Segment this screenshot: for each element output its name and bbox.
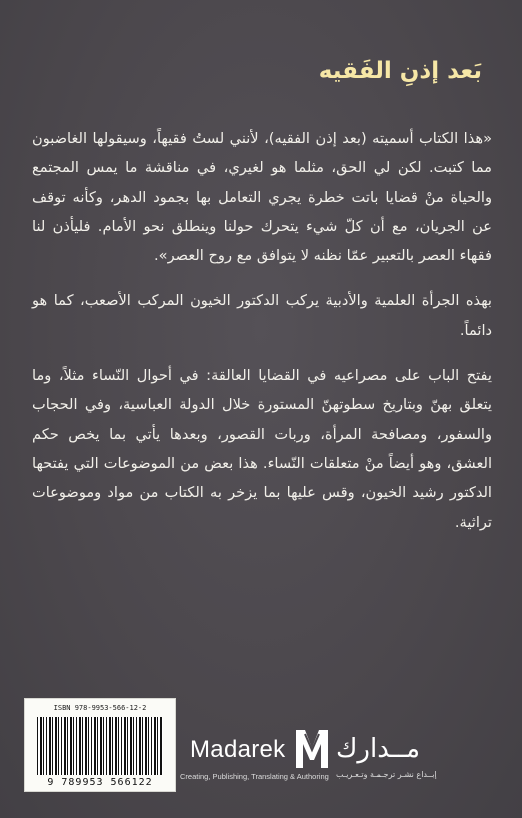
ean-digits: 9 789953 566122 [47,777,153,788]
publisher-logo [180,726,500,784]
publisher-name-latin: Madarek [190,736,286,763]
blurb-paragraph-1: «هذا الكتاب أسميته (بعد إذن الفقيه)، لأنني لستُ فقيهاً، وسيقولها الغاضبون مما كتبت. لكن لي الحق، مثلما هو لغيري، في مناقشة ما يمس المجتمع والحياة منْ قضايا باتت خطرة يجري التعامل بها بجمود الدهر، وكأنه توقف عن الجريان، مع أن كلّ شيء يتحرك حولنا وينطلق نحو الأمام. فليأذن لنا فقهاء العصر بالتعبير عمّا نظنه لا يتوافق مع روح العصر». [32,130,492,265]
blurb-paragraph-2: بهذه الجرأة العلمية والأدبية يركب الدكتور الخيون المركب الأصعب، كما هو دائماً. [32,292,492,339]
book-title: بَعد إذنِ الفَقيه [318,58,482,84]
barcode [24,698,176,792]
blurb [32,124,492,537]
barcode-bars [37,717,163,775]
publisher-tagline-en: Creating, Publishing, Translating & Authoring [180,772,329,781]
isbn-label: ISBN 978-9953-566-12-2 [53,704,147,712]
publisher-tagline-ar: إبــداع نشـر ترجـمـة وتـعـريـب [336,770,437,779]
blurb-paragraph-3: يفتح الباب على مصراعيه في القضايا العالقة: في أحوال النّساء مثلاً، وما يتعلق بهنّ وبتاريخ سطوتهنّ المستورة خلال الدولة العباسية، وفي الحجاب والسفور، ومصافحة المرأة، وربات القصور، وبعدها يأتي بما يخص حكم العشق، وهو أيضاً منْ متعلقات النّساء. هذا بعض من الموضوعات التي يفتحها الدكتور رشيد الخيون، وقس عليها بما يزخر به الكتاب من مواد وموضوعات تراثية. [32,367,492,531]
publisher-name-arabic: مــدارك [336,734,421,764]
madarek-logo-icon [294,726,330,770]
